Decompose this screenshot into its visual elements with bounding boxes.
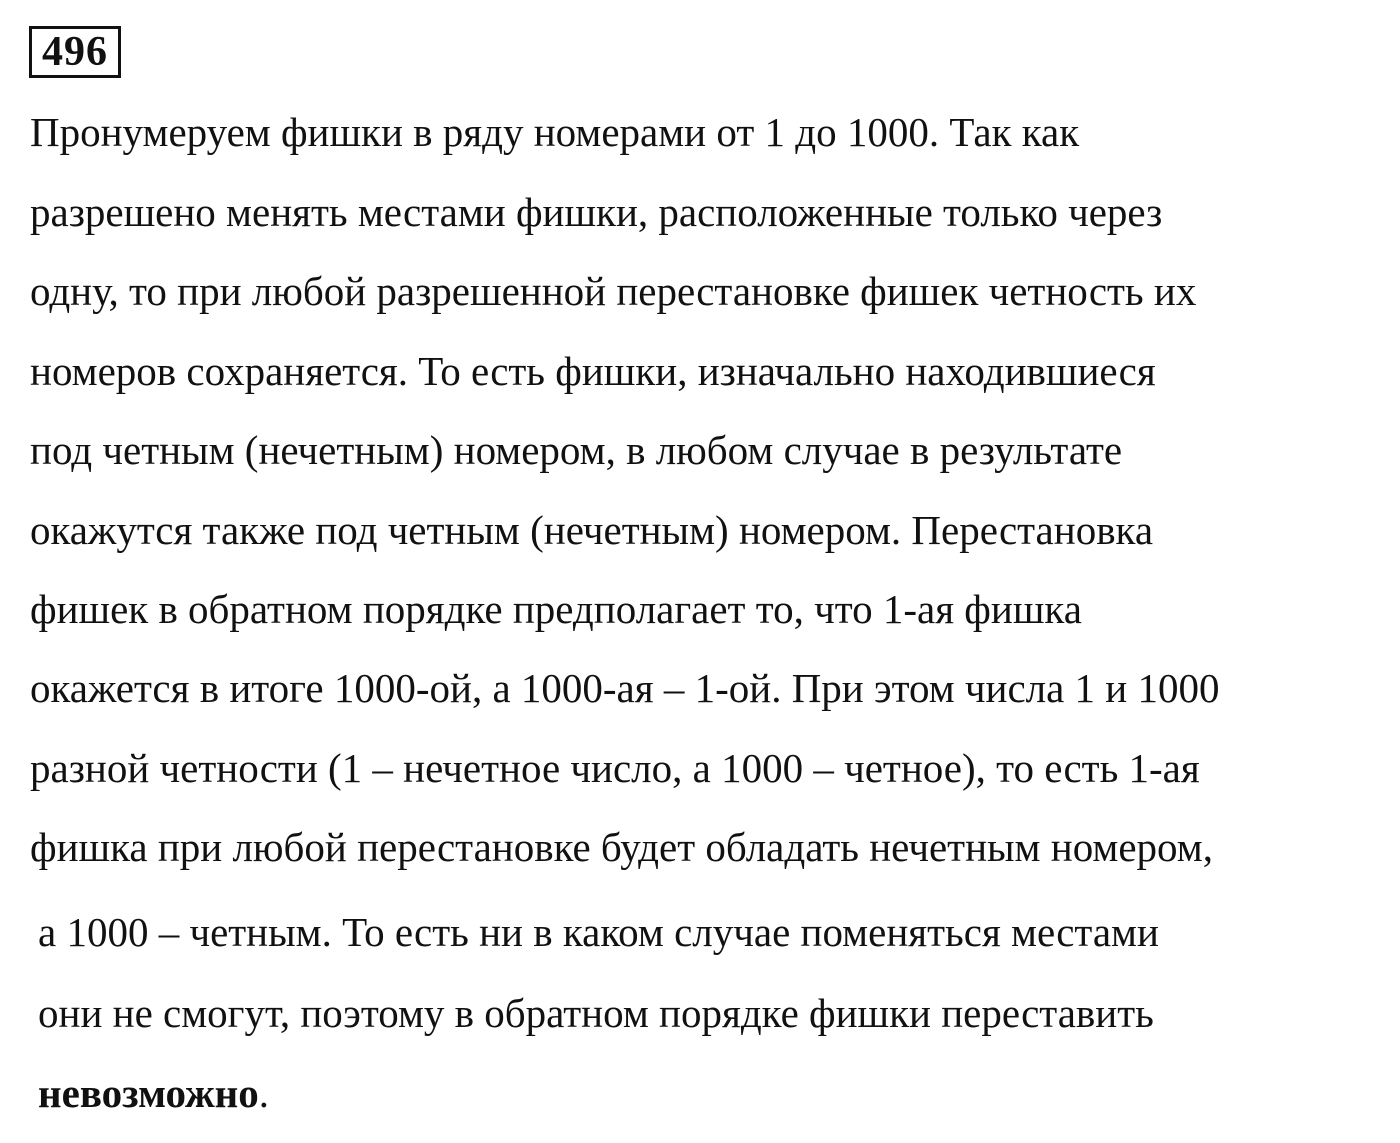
solution-line: Пронумеруем фишки в ряду номерами от 1 до 1000. Так как — [30, 109, 1080, 155]
solution-line: разной четности (1 – нечетное число, а 1000 – четное), то есть 1-ая — [30, 745, 1200, 791]
solution-line: окажется в итоге 1000-ой, а 1000-ая – 1-ой. При этом числа 1 и 1000 — [30, 665, 1220, 711]
solution-line: фишек в обратном порядке предполагает то, что 1-ая фишка — [30, 586, 1082, 632]
solution-line: фишка при любой перестановке будет обладать нечетным номером, — [30, 824, 1213, 870]
answer-word: невозможно — [38, 1070, 259, 1116]
solution-line: они не смогут, поэтому в обратном порядке фишки переставить — [38, 990, 1154, 1036]
solution-line: одну, то при любой разрешенной перестановке фишек четность их — [30, 268, 1197, 314]
problem-number-box: 496 — [29, 26, 121, 78]
solution-line: разрешено менять местами фишки, расположенные только через — [30, 189, 1163, 235]
solution-line: номеров сохраняется. То есть фишки, изначально находившиеся — [30, 348, 1156, 394]
answer-line — [38, 1068, 269, 1118]
solution-line: а 1000 – четным. То есть ни в каком случае поменяться местами — [38, 909, 1159, 955]
solution-line: окажутся также под четным (нечетным) номером. Перестановка — [30, 507, 1154, 553]
answer-period: . — [258, 1070, 270, 1116]
solution-line: под четным (нечетным) номером, в любом случае в результате — [30, 427, 1123, 473]
